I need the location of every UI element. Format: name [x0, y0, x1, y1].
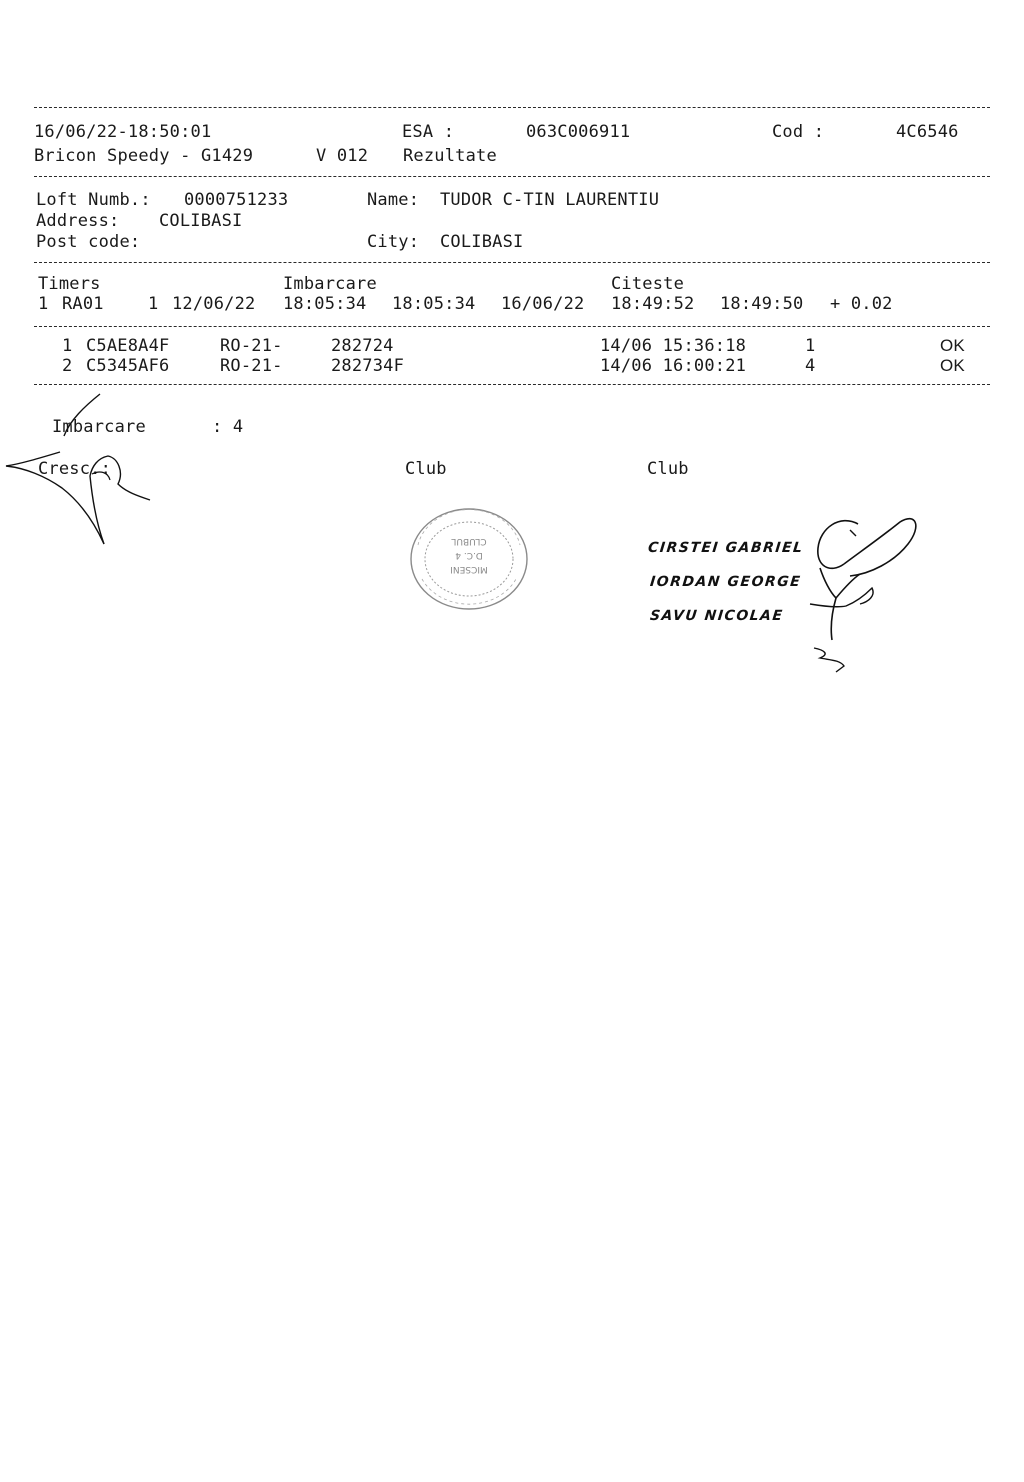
divider-top: [34, 107, 990, 108]
imbarcare-date: 12/06/22: [172, 294, 256, 314]
club-label-2: Club: [647, 459, 689, 479]
cresc-label: Cresc.:: [38, 459, 112, 479]
device-name: Bricon Speedy - G1429: [34, 146, 254, 166]
timer-id: RA01: [62, 294, 104, 314]
imbarcare-time-2: 18:05:34: [392, 294, 476, 314]
result-ring: 282734F: [331, 356, 405, 376]
divider-header: [34, 176, 990, 177]
club-stamp: [408, 505, 530, 613]
result-ring: 282724: [331, 336, 394, 356]
citeste-date: 16/06/22: [501, 294, 585, 314]
result-country: RO-21-: [220, 336, 283, 356]
imbarcare-time-1: 18:05:34: [283, 294, 367, 314]
name-label: Name:: [367, 190, 420, 210]
result-chip: C5345AF6: [86, 356, 170, 376]
result-chip: C5AE8A4F: [86, 336, 170, 356]
imbarcare-total-label: Imbarcare: [52, 417, 146, 437]
city-value: COLIBASI: [440, 232, 524, 252]
result-status: OK: [940, 336, 965, 355]
timer-seq: 1: [148, 294, 159, 314]
result-nr: 2: [62, 356, 73, 376]
loft-label: Loft Numb.:: [36, 190, 151, 210]
result-position: 4: [805, 356, 816, 376]
result-arrival: 14/06 15:36:18: [600, 336, 747, 356]
result-country: RO-21-: [220, 356, 283, 376]
postcode-label: Post code:: [36, 232, 141, 252]
esa-label: ESA :: [402, 122, 455, 142]
cod-value: 4C6546: [896, 122, 959, 142]
divider-fancier: [34, 262, 990, 263]
commission-signature: [800, 508, 930, 678]
divider-results: [34, 384, 990, 385]
result-nr: 1: [62, 336, 73, 356]
imbarcare-header: Imbarcare: [283, 274, 377, 294]
fancier-name: TUDOR C-TIN LAURENTIU: [440, 190, 660, 210]
loft-number: 0000751233: [184, 190, 289, 210]
header-datetime: 16/06/22-18:50:01: [34, 122, 212, 142]
result-arrival: 14/06 16:00:21: [600, 356, 747, 376]
citeste-time-2: 18:49:50: [720, 294, 804, 314]
time-difference: + 0.02: [830, 294, 893, 314]
svg-text:MICSENI: MICSENI: [450, 564, 488, 574]
commission-member-2: IORDAN GEORGE: [649, 574, 803, 590]
address-value: COLIBASI: [159, 211, 243, 231]
address-label: Address:: [36, 211, 120, 231]
result-status: OK: [940, 356, 965, 375]
timers-header: Timers: [38, 274, 101, 294]
commission-member-1: CIRSTEI GABRIEL: [647, 540, 805, 556]
firmware-version: V 012: [316, 146, 369, 166]
commission-member-3: SAVU NICOLAE: [649, 608, 785, 624]
timer-index: 1: [38, 294, 49, 314]
svg-text:CLUBUL: CLUBUL: [451, 536, 487, 546]
citeste-header: Citeste: [611, 274, 685, 294]
result-position: 1: [805, 336, 816, 356]
cod-label: Cod :: [772, 122, 825, 142]
divider-timers: [34, 326, 990, 327]
imbarcare-total-value: : 4: [212, 417, 244, 437]
esa-value: 063C006911: [526, 122, 631, 142]
breeder-signature: [0, 392, 160, 552]
citeste-time-1: 18:49:52: [611, 294, 695, 314]
city-label: City:: [367, 232, 420, 252]
club-label-1: Club: [405, 459, 447, 479]
svg-text:D.C. 4: D.C. 4: [455, 550, 483, 560]
report-type: Rezultate: [403, 146, 497, 166]
